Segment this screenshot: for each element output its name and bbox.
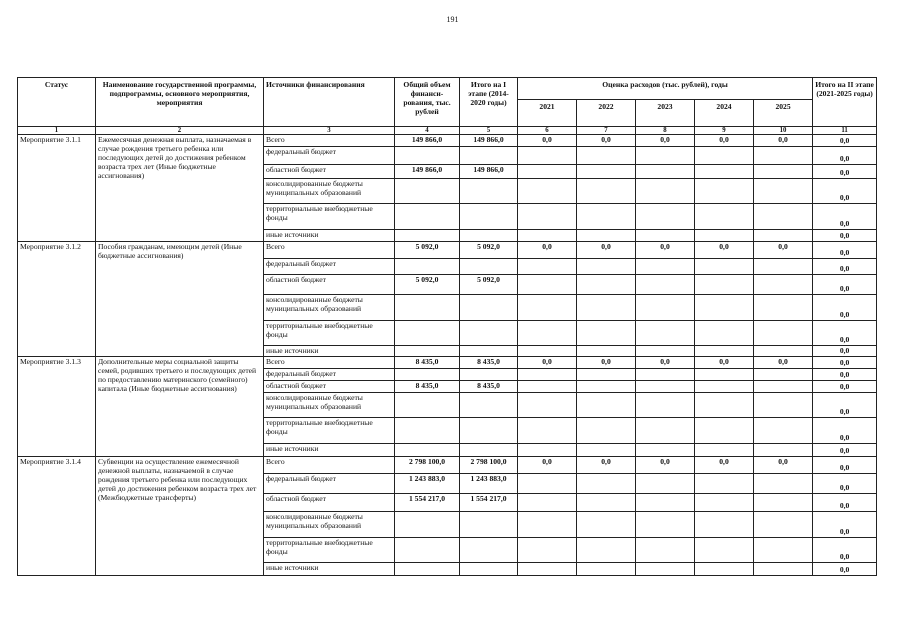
year-value-cell: 0,0	[518, 242, 577, 259]
funding-source: иные источники	[264, 230, 395, 242]
year-value-cell	[636, 179, 695, 204]
total-volume-cell: 149 866,0	[395, 165, 460, 179]
year-value-cell	[518, 259, 577, 275]
total-volume-cell	[395, 204, 460, 230]
year-value-cell	[695, 474, 754, 494]
column-number: 8	[636, 127, 695, 135]
stage1-total-cell	[460, 179, 518, 204]
column-number: 5	[460, 127, 518, 135]
funding-source: консолидированные бюджеты муниципальных образований	[264, 393, 395, 418]
total-volume-cell	[395, 259, 460, 275]
total-volume-cell	[395, 147, 460, 165]
year-value-cell	[577, 369, 636, 381]
year-value-cell	[636, 393, 695, 418]
funding-source: территориальные внебюджетные фонды	[264, 204, 395, 230]
funding-source: федеральный бюджет	[264, 147, 395, 165]
year-value-cell	[695, 418, 754, 444]
year-value-cell: 0,0	[636, 357, 695, 369]
funding-source: областной бюджет	[264, 275, 395, 295]
year-value-cell	[695, 295, 754, 321]
year-value-cell	[695, 563, 754, 576]
funding-source: консолидированные бюджеты муниципальных образований	[264, 512, 395, 538]
page-number: 191	[446, 15, 459, 24]
column-number: 6	[518, 127, 577, 135]
column-number: 2	[96, 127, 264, 135]
year-value-cell: 0,0	[577, 457, 636, 474]
year-value-cell: 0,0	[695, 457, 754, 474]
total-volume-cell	[395, 444, 460, 457]
header-sources: Источники финансирования	[264, 78, 395, 127]
year-value-cell: 0,0	[577, 242, 636, 259]
stage2-total-cell: 0,0	[813, 512, 877, 538]
year-value-cell: 0,0	[577, 135, 636, 147]
stage1-total-cell	[460, 204, 518, 230]
year-value-cell	[577, 381, 636, 393]
year-value-cell	[636, 381, 695, 393]
stage1-total-cell	[460, 444, 518, 457]
year-value-cell: 0,0	[695, 357, 754, 369]
header-year: 2025	[754, 100, 813, 127]
total-volume-cell: 1 243 883,0	[395, 474, 460, 494]
funding-source: областной бюджет	[264, 381, 395, 393]
stage2-total-cell: 0,0	[813, 381, 877, 393]
total-volume-cell	[395, 563, 460, 576]
year-value-cell	[518, 204, 577, 230]
header-year: 2023	[636, 100, 695, 127]
stage2-total-cell: 0,0	[813, 165, 877, 179]
year-value-cell	[754, 346, 813, 357]
year-value-cell	[636, 538, 695, 563]
funding-source: областной бюджет	[264, 165, 395, 179]
year-value-cell	[695, 165, 754, 179]
total-volume-cell: 1 554 217,0	[395, 494, 460, 512]
budget-table	[17, 77, 877, 576]
stage2-total-cell: 0,0	[813, 393, 877, 418]
stage1-total-cell: 149 866,0	[460, 165, 518, 179]
year-value-cell	[636, 369, 695, 381]
activity-status: Мероприятие 3.1.2	[18, 242, 96, 357]
total-volume-cell	[395, 179, 460, 204]
year-value-cell	[577, 494, 636, 512]
year-value-cell	[754, 230, 813, 242]
stage2-total-cell: 0,0	[813, 369, 877, 381]
year-value-cell	[695, 321, 754, 346]
year-value-cell	[754, 275, 813, 295]
activity-name: Субвенции на осуществление ежемесячной денежной выплаты, назначаемой в случае рождения третьего ребенка или последующих детей до достижения ребенком возраста трех лет (Межбюджетные трансферты)	[96, 457, 264, 576]
funding-source: Всего	[264, 357, 395, 369]
year-value-cell	[577, 230, 636, 242]
stage1-total-cell: 5 092,0	[460, 275, 518, 295]
stage2-total-cell: 0,0	[813, 230, 877, 242]
year-value-cell	[695, 444, 754, 457]
year-value-cell	[636, 346, 695, 357]
year-value-cell	[577, 418, 636, 444]
year-value-cell	[695, 204, 754, 230]
funding-source: территориальные внебюджетные фонды	[264, 418, 395, 444]
year-value-cell	[636, 259, 695, 275]
year-value-cell	[695, 538, 754, 563]
year-value-cell	[518, 393, 577, 418]
funding-source: иные источники	[264, 563, 395, 576]
year-value-cell	[695, 369, 754, 381]
stage2-total-cell: 0,0	[813, 538, 877, 563]
stage2-total-cell: 0,0	[813, 321, 877, 346]
year-value-cell	[754, 563, 813, 576]
funding-source: Всего	[264, 457, 395, 474]
stage1-total-cell: 2 798 100,0	[460, 457, 518, 474]
table-row	[18, 135, 877, 147]
year-value-cell	[695, 275, 754, 295]
column-number: 7	[577, 127, 636, 135]
year-value-cell: 0,0	[577, 357, 636, 369]
year-value-cell	[695, 393, 754, 418]
header-estimate: Оценка расходов (тыс. рублей), годы	[518, 78, 813, 100]
year-value-cell	[518, 346, 577, 357]
year-value-cell	[518, 165, 577, 179]
year-value-cell	[636, 474, 695, 494]
stage2-total-cell: 0,0	[813, 474, 877, 494]
total-volume-cell	[395, 418, 460, 444]
stage2-total-cell: 0,0	[813, 563, 877, 576]
year-value-cell	[577, 538, 636, 563]
year-value-cell	[577, 204, 636, 230]
funding-source: консолидированные бюджеты муниципальных образований	[264, 295, 395, 321]
total-volume-cell: 8 435,0	[395, 381, 460, 393]
year-value-cell	[754, 538, 813, 563]
stage2-total-cell: 0,0	[813, 259, 877, 275]
year-value-cell	[518, 179, 577, 204]
table-row	[18, 457, 877, 474]
column-number: 10	[754, 127, 813, 135]
year-value-cell: 0,0	[636, 135, 695, 147]
funding-source: областной бюджет	[264, 494, 395, 512]
year-value-cell	[754, 512, 813, 538]
total-volume-cell	[395, 230, 460, 242]
year-value-cell	[636, 147, 695, 165]
column-number: 1	[18, 127, 96, 135]
stage2-total-cell: 0,0	[813, 204, 877, 230]
stage1-total-cell: 149 866,0	[460, 135, 518, 147]
funding-source: Всего	[264, 135, 395, 147]
stage1-total-cell	[460, 369, 518, 381]
year-value-cell	[695, 230, 754, 242]
year-value-cell	[577, 165, 636, 179]
year-value-cell: 0,0	[754, 357, 813, 369]
column-number-row	[18, 127, 877, 135]
year-value-cell	[577, 474, 636, 494]
table-row	[18, 242, 877, 259]
total-volume-cell	[395, 295, 460, 321]
stage2-total-cell: 0,0	[813, 457, 877, 474]
activity-status: Мероприятие 3.1.4	[18, 457, 96, 576]
stage1-total-cell: 8 435,0	[460, 357, 518, 369]
stage1-total-cell	[460, 259, 518, 275]
activity-status: Мероприятие 3.1.3	[18, 357, 96, 457]
year-value-cell	[636, 295, 695, 321]
year-value-cell	[636, 418, 695, 444]
year-value-cell	[636, 275, 695, 295]
funding-source: федеральный бюджет	[264, 369, 395, 381]
total-volume-cell	[395, 538, 460, 563]
stage2-total-cell: 0,0	[813, 242, 877, 259]
stage2-total-cell: 0,0	[813, 357, 877, 369]
year-value-cell	[695, 512, 754, 538]
stage1-total-cell	[460, 295, 518, 321]
stage1-total-cell: 5 092,0	[460, 242, 518, 259]
year-value-cell	[518, 369, 577, 381]
year-value-cell	[518, 230, 577, 242]
funding-source: консолидированные бюджеты муниципальных образований	[264, 179, 395, 204]
column-number: 4	[395, 127, 460, 135]
year-value-cell	[518, 494, 577, 512]
total-volume-cell: 5 092,0	[395, 275, 460, 295]
year-value-cell	[577, 512, 636, 538]
year-value-cell	[754, 165, 813, 179]
year-value-cell	[754, 179, 813, 204]
stage1-total-cell	[460, 147, 518, 165]
header-stage1: Итого на I этапе (2014-2020 годы)	[460, 78, 518, 127]
total-volume-cell	[395, 346, 460, 357]
year-value-cell	[577, 393, 636, 418]
header-total-volume: Общий объем финанси-рования, тыс. рублей	[395, 78, 460, 127]
year-value-cell	[636, 230, 695, 242]
stage1-total-cell	[460, 538, 518, 563]
total-volume-cell: 8 435,0	[395, 357, 460, 369]
stage1-total-cell: 1 243 883,0	[460, 474, 518, 494]
year-value-cell	[577, 346, 636, 357]
year-value-cell	[636, 494, 695, 512]
funding-source: федеральный бюджет	[264, 474, 395, 494]
year-value-cell	[577, 321, 636, 346]
header-year: 2021	[518, 100, 577, 127]
year-value-cell	[754, 204, 813, 230]
year-value-cell: 0,0	[518, 457, 577, 474]
year-value-cell	[754, 295, 813, 321]
year-value-cell	[754, 147, 813, 165]
activity-name: Пособия гражданам, имеющим детей (Иные бюджетные ассигнования)	[96, 242, 264, 357]
year-value-cell: 0,0	[754, 135, 813, 147]
header-status: Статус	[18, 78, 96, 127]
year-value-cell	[754, 474, 813, 494]
header-stage2: Итого на II этапе (2021-2025 годы)	[813, 78, 877, 127]
year-value-cell: 0,0	[754, 242, 813, 259]
year-value-cell	[754, 418, 813, 444]
year-value-cell: 0,0	[695, 242, 754, 259]
year-value-cell	[754, 381, 813, 393]
stage1-total-cell	[460, 321, 518, 346]
year-value-cell	[518, 381, 577, 393]
year-value-cell	[636, 321, 695, 346]
year-value-cell	[754, 259, 813, 275]
year-value-cell	[518, 563, 577, 576]
year-value-cell	[695, 494, 754, 512]
column-number: 3	[264, 127, 395, 135]
year-value-cell	[636, 444, 695, 457]
year-value-cell	[695, 259, 754, 275]
year-value-cell	[636, 512, 695, 538]
activity-name: Дополнительные меры социальной защиты семей, родивших третьего и последующих детей по предоставлению материнского (семейного) капитала (Иные бюджетные ассигнования)	[96, 357, 264, 457]
year-value-cell: 0,0	[636, 457, 695, 474]
year-value-cell	[695, 381, 754, 393]
stage2-total-cell: 0,0	[813, 418, 877, 444]
header-year: 2022	[577, 100, 636, 127]
total-volume-cell	[395, 321, 460, 346]
table-row	[18, 357, 877, 369]
activity-name: Ежемесячная денежная выплата, назначаемая в случае рождения третьего ребенка или последующих детей до достижения ребенком возраста трех лет (Иные бюджетные ассигнования)	[96, 135, 264, 242]
year-value-cell	[754, 494, 813, 512]
funding-source: иные источники	[264, 444, 395, 457]
total-volume-cell	[395, 512, 460, 538]
stage2-total-cell: 0,0	[813, 494, 877, 512]
year-value-cell: 0,0	[518, 357, 577, 369]
stage1-total-cell	[460, 230, 518, 242]
funding-source: территориальные внебюджетные фонды	[264, 538, 395, 563]
stage2-total-cell: 0,0	[813, 179, 877, 204]
year-value-cell	[518, 147, 577, 165]
column-number: 11	[813, 127, 877, 135]
year-value-cell	[518, 295, 577, 321]
year-value-cell	[518, 474, 577, 494]
stage1-total-cell	[460, 512, 518, 538]
funding-source: федеральный бюджет	[264, 259, 395, 275]
year-value-cell	[695, 147, 754, 165]
year-value-cell: 0,0	[695, 135, 754, 147]
year-value-cell	[518, 275, 577, 295]
total-volume-cell	[395, 369, 460, 381]
year-value-cell	[518, 418, 577, 444]
year-value-cell	[636, 165, 695, 179]
year-value-cell	[577, 259, 636, 275]
year-value-cell: 0,0	[754, 457, 813, 474]
year-value-cell	[577, 275, 636, 295]
year-value-cell: 0,0	[518, 135, 577, 147]
year-value-cell	[577, 179, 636, 204]
year-value-cell	[577, 444, 636, 457]
year-value-cell	[636, 204, 695, 230]
year-value-cell	[577, 563, 636, 576]
year-value-cell	[636, 563, 695, 576]
funding-source: Всего	[264, 242, 395, 259]
header-name: Наименование государственной программы, подпрограммы, основного мероприятия, мероприятия	[96, 78, 264, 127]
activity-status: Мероприятие 3.1.1	[18, 135, 96, 242]
stage2-total-cell: 0,0	[813, 275, 877, 295]
year-value-cell	[518, 444, 577, 457]
year-value-cell	[754, 444, 813, 457]
funding-source: иные источники	[264, 346, 395, 357]
total-volume-cell	[395, 393, 460, 418]
stage1-total-cell	[460, 393, 518, 418]
year-value-cell	[754, 369, 813, 381]
total-volume-cell: 2 798 100,0	[395, 457, 460, 474]
stage1-total-cell: 1 554 217,0	[460, 494, 518, 512]
year-value-cell	[695, 179, 754, 204]
year-value-cell	[518, 512, 577, 538]
column-number: 9	[695, 127, 754, 135]
total-volume-cell: 5 092,0	[395, 242, 460, 259]
header-year: 2024	[695, 100, 754, 127]
stage2-total-cell: 0,0	[813, 135, 877, 147]
stage2-total-cell: 0,0	[813, 444, 877, 457]
stage1-total-cell: 8 435,0	[460, 381, 518, 393]
year-value-cell	[577, 147, 636, 165]
stage2-total-cell: 0,0	[813, 346, 877, 357]
stage1-total-cell	[460, 563, 518, 576]
stage2-total-cell: 0,0	[813, 147, 877, 165]
funding-source: территориальные внебюджетные фонды	[264, 321, 395, 346]
stage2-total-cell: 0,0	[813, 295, 877, 321]
year-value-cell	[754, 321, 813, 346]
stage1-total-cell	[460, 346, 518, 357]
year-value-cell: 0,0	[636, 242, 695, 259]
year-value-cell	[518, 538, 577, 563]
year-value-cell	[754, 393, 813, 418]
year-value-cell	[695, 346, 754, 357]
stage1-total-cell	[460, 418, 518, 444]
year-value-cell	[577, 295, 636, 321]
year-value-cell	[518, 321, 577, 346]
total-volume-cell: 149 866,0	[395, 135, 460, 147]
